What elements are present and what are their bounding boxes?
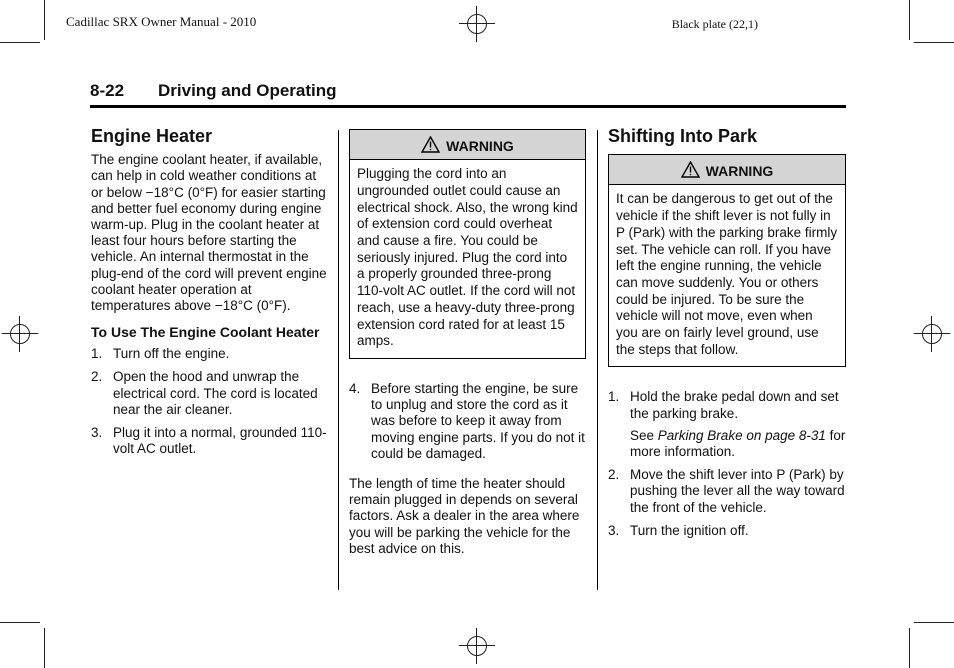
warning-text: Plugging the cord into an ungrounded outlet could cause an electrical shock. Also, the wrong kind of extension cord could overheat and cause a fire. You could be seriously injured. Plug the cord into a properly grounded three-prong 110-volt AC outlet. If the cord will not reach, use a heavy-duty three-prong extension cord rated for at least 15 amps. — [357, 166, 578, 349]
see-reference: See Parking Brake on page 8-31 for more information. — [630, 427, 846, 460]
column-divider — [338, 130, 339, 590]
engine-heater-intro: The engine coolant heater, if available, can help in cold weather conditions at or below −18°C (0°F) for easier starting and better fuel economy during engine warm-up. Plug in the coolant heater at least four hours before starting the vehicle. An internal thermostat in the plug-end of the cord will prevent engine coolant heater operation at temperatures above −18°C (0°F). — [91, 152, 327, 314]
warning-label: WARNING — [446, 138, 514, 154]
subheading-use-heater: To Use The Engine Coolant Heater — [91, 324, 320, 341]
crop-mark — [909, 628, 910, 668]
print-header-left: Cadillac SRX Owner Manual - 2010 — [66, 14, 257, 29]
warning-triangle-icon — [681, 161, 700, 178]
heater-duration-paragraph: The length of time the heater should remain plugged in depends on several factors. Ask a dealer in the area where you will be parking the vehicle for the best advice on this. — [349, 475, 580, 556]
steps-list — [91, 346, 329, 457]
list-item: 3. Plug it into a normal, grounded 110-volt AC outlet. — [91, 425, 327, 457]
warning-box-park — [608, 154, 846, 367]
section-header — [90, 81, 846, 108]
crop-mark — [909, 0, 910, 40]
list-item: 4. Before starting the engine, be sure to unplug and store the cord as it was before to keep it away from moving engine parts. If you do not it could be damaged. — [349, 380, 585, 461]
warning-header — [609, 155, 845, 185]
warning-header — [350, 130, 585, 160]
list-item: 1. Hold the brake pedal down and set the parking brake. See Parking Brake on page 8-31 for more information. — [608, 389, 846, 460]
crop-mark — [44, 0, 45, 40]
warning-text: It can be dangerous to get out of the vehicle if the shift lever is not fully in P (Park) with the parking brake firmly set. The vehicle can roll. If you have left the engine running, the vehicle can move suddenly. You or others could be injured. To be sure the vehicle will not move, even when you are on fairly level ground, use the steps that follow. — [616, 191, 838, 357]
registration-mark-icon — [914, 316, 950, 352]
crop-mark — [0, 42, 40, 43]
column-middle — [349, 129, 586, 565]
list-item: 2. Move the shift lever into P (Park) by pushing the lever all the way toward the front of the vehicle. — [608, 467, 845, 515]
page-number: 8-22 — [90, 81, 125, 100]
heading-engine-heater: Engine Heater — [91, 126, 213, 146]
warning-label: WARNING — [705, 163, 774, 180]
list-item: 3. Turn the ignition off. — [608, 522, 749, 538]
steps-list — [349, 381, 586, 462]
print-header-right: Black plate (22,1) — [671, 17, 758, 31]
steps-list — [608, 389, 846, 539]
parking-brake-link[interactable]: Parking Brake on page 8-31 — [657, 427, 826, 443]
list-item: 1. Turn off the engine. — [91, 346, 230, 362]
crop-mark — [914, 42, 954, 43]
heading-shifting-into-park: Shifting Into Park — [608, 126, 758, 146]
crop-mark — [0, 622, 40, 623]
registration-mark-icon — [2, 316, 38, 352]
list-item: 2. Open the hood and unwrap the electrical cord. The cord is located near the air cleaner. — [91, 369, 318, 417]
registration-mark-icon — [459, 6, 495, 42]
column-shifting-park — [608, 128, 846, 546]
warning-triangle-icon — [421, 136, 440, 153]
crop-mark — [44, 628, 45, 668]
column-engine-heater — [91, 128, 329, 464]
section-title: Driving and Operating — [158, 81, 337, 100]
column-divider — [597, 130, 598, 590]
warning-box-outlet — [349, 129, 586, 359]
crop-mark — [914, 622, 954, 623]
registration-mark-icon — [459, 628, 495, 664]
